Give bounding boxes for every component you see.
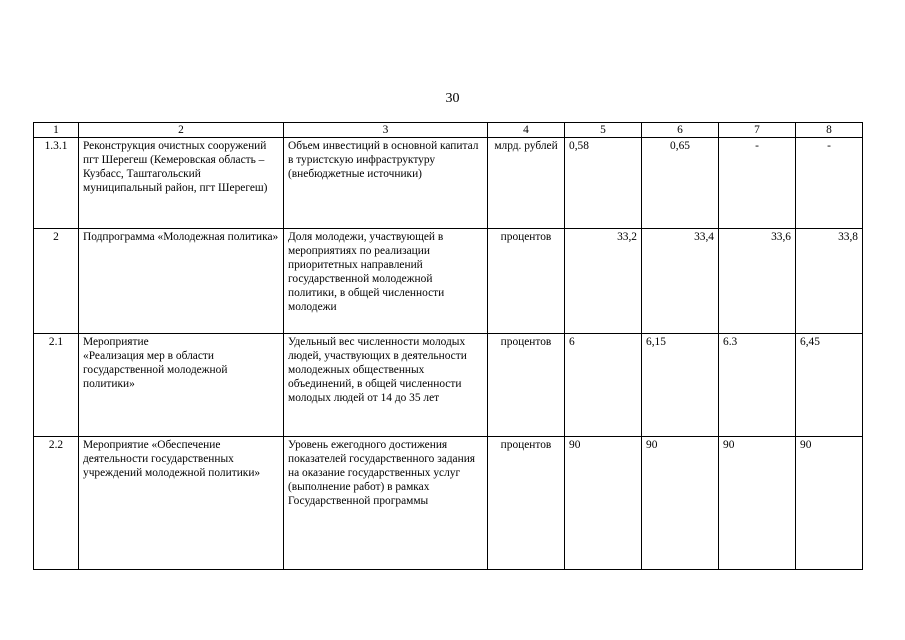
page-number: 30 (445, 91, 460, 106)
header-cell: 1 (34, 123, 79, 138)
table-row (34, 334, 863, 437)
row-number: 2.1 (34, 334, 79, 437)
row-unit: процентов (488, 334, 565, 437)
table-row (34, 138, 863, 229)
value-col-6: 90 (642, 437, 719, 570)
indicators-table (33, 122, 863, 570)
row-name: Реконструкция очистных сооружений пгт Шерегеш (Кемеровская область – Кузбасс, Таштагольский муниципальный район, пгт Шерегеш) (79, 138, 284, 229)
row-name: Мероприятие «Обеспечение деятельности государственных учреждений молодежной политики» (79, 437, 284, 570)
header-cell: 2 (79, 123, 284, 138)
value-col-8: 90 (796, 437, 863, 570)
value-col-6: 0,65 (642, 138, 719, 229)
row-unit: процентов (488, 229, 565, 334)
value-col-6: 6,15 (642, 334, 719, 437)
row-indicator: Объем инвестиций в основной капитал в туристскую инфраструктуру (внебюджетные источники) (284, 138, 488, 229)
value-col-8: 6,45 (796, 334, 863, 437)
header-cell: 3 (284, 123, 488, 138)
value-col-5: 90 (565, 437, 642, 570)
value-col-8: - (796, 138, 863, 229)
header-cell: 5 (565, 123, 642, 138)
row-unit: процентов (488, 437, 565, 570)
value-col-7: 6.3 (719, 334, 796, 437)
row-number: 2.2 (34, 437, 79, 570)
header-cell: 8 (796, 123, 863, 138)
row-number: 1.3.1 (34, 138, 79, 229)
row-name: Мероприятие «Реализация мер в области государственной молодежной политики» (79, 334, 284, 437)
value-col-7: - (719, 138, 796, 229)
value-col-7: 90 (719, 437, 796, 570)
header-cell: 7 (719, 123, 796, 138)
table-row (34, 229, 863, 334)
table-row (34, 437, 863, 570)
value-col-8: 33,8 (796, 229, 863, 334)
table-header-row (34, 123, 863, 138)
value-col-5: 0,58 (565, 138, 642, 229)
value-col-5: 33,2 (565, 229, 642, 334)
row-number: 2 (34, 229, 79, 334)
row-indicator: Удельный вес численности молодых людей, участвующих в деятельности молодежных общественных объединений, в общей численности молодых людей от 14 до 35 лет (284, 334, 488, 437)
header-cell: 6 (642, 123, 719, 138)
header-cell: 4 (488, 123, 565, 138)
value-col-6: 33,4 (642, 229, 719, 334)
row-unit: млрд. рублей (488, 138, 565, 229)
row-indicator: Уровень ежегодного достижения показателей государственного задания на оказание государственных услуг (выполнение работ) в рамках Государственной программы (284, 437, 488, 570)
row-name: Подпрограмма «Молодежная политика» (79, 229, 284, 334)
value-col-7: 33,6 (719, 229, 796, 334)
value-col-5: 6 (565, 334, 642, 437)
row-indicator: Доля молодежи, участвующей в мероприятиях по реализации приоритетных направлений государственной молодежной политики, в общей численности молодежи (284, 229, 488, 334)
